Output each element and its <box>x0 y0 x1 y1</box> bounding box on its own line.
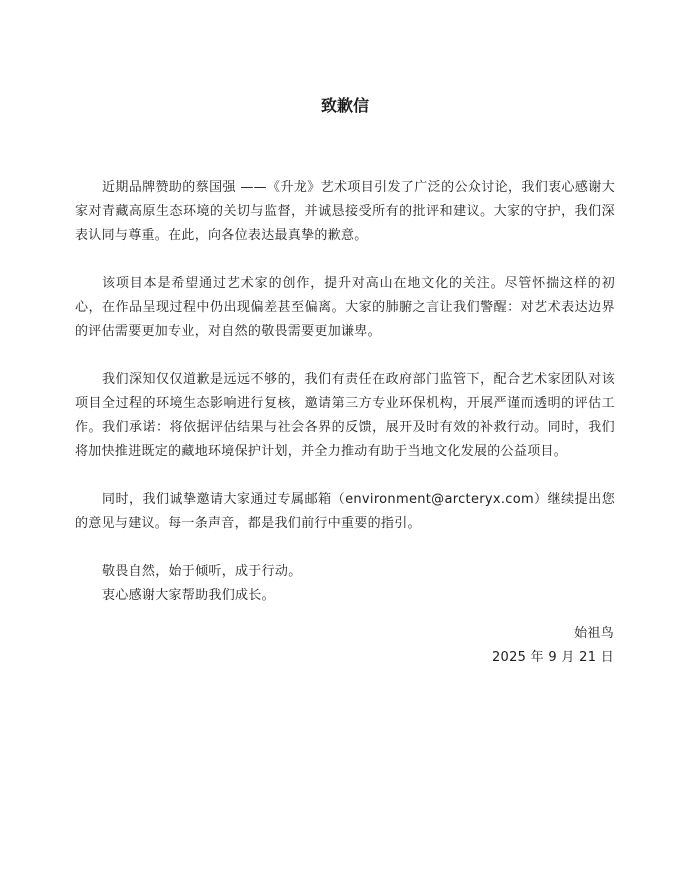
closing-line-1: 敬畏自然，始于倾听，成于行动。 <box>102 564 302 579</box>
paragraph-2: 该项目本是希望通过艺术家的创作，提升对高山在地文化的关注。尽管怀揣这样的初心，在作品呈现过程中仍出现偏差甚至偏离。大家的肺腑之言让我们警醒：对艺术表达边界的评估需要更加专业，对自然的敬畏需要更加谦卑。 <box>75 276 615 339</box>
signature-name: 始祖鸟 <box>574 626 614 641</box>
page-title: 致歉信 <box>320 96 369 115</box>
signature-block <box>492 622 614 670</box>
closing-line-2: 衷心感谢大家帮助我们成长。 <box>102 588 275 603</box>
paragraph-4: 同时，我们诚挚邀请大家通过专属邮箱（environment@arcteryx.com）继续提出您的意见与建议。每一条声音，都是我们前行中重要的指引。 <box>75 492 615 531</box>
letter-body <box>75 176 615 608</box>
paragraph-3: 我们深知仅仅道歉是远远不够的，我们有责任在政府部门监管下，配合艺术家团队对该项目全过程的环境生态影响进行复核，邀请第三方专业环保机构，开展严谨而透明的评估工作。我们承诺：将依据评估结果与社会各界的反馈，展开及时有效的补救行动。同时，我们将加快推进既定的藏地环境保护计划，并全力推动有助于当地文化发展的公益项目。 <box>75 372 615 459</box>
paragraph-1: 近期品牌赞助的蔡国强 ——《升龙》艺术项目引发了广泛的公众讨论，我们衷心感谢大家对青藏高原生态环境的关切与监督，并诚恳接受所有的批评和建议。大家的守护，我们深表认同与尊重。在此，向各位表达最真挚的歉意。 <box>75 180 615 243</box>
signature-date: 2025 年 9 月 21 日 <box>491 650 614 665</box>
